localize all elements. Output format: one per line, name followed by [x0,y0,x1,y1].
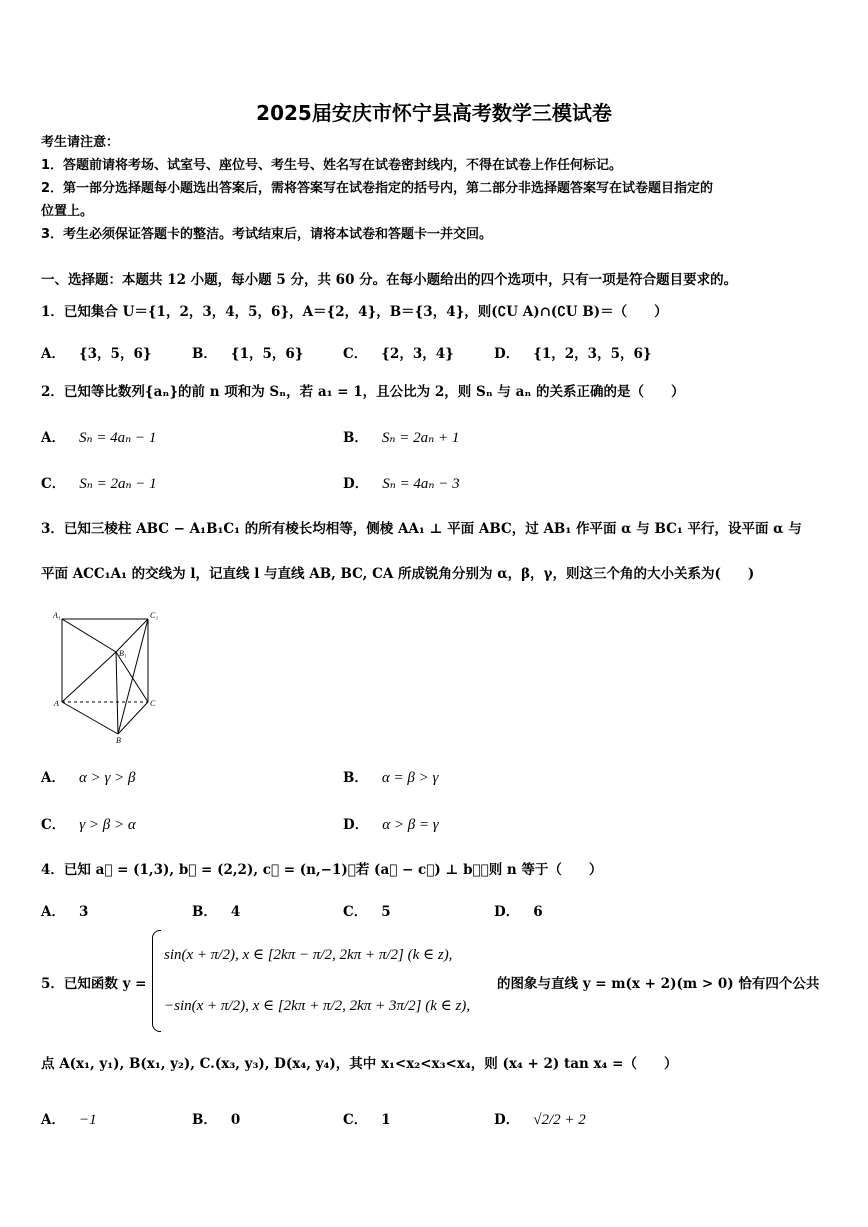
option-label: B． [343,430,368,446]
question-2-stem: 2．已知等比数列{aₙ}的前 n 项和为 Sₙ，若 a₁ = 1，且公比为 2，则 Sₙ 与 aₙ 的关系正确的是（ ） [41,384,685,400]
question-3-option-b [343,766,438,787]
notice-item: 位置上。 [41,204,94,219]
question-1-stem: 1．已知集合 U＝{1，2，3，4，5，6}，A＝{2，4}，B＝{3，4}，则(∁U A)∩(∁U B)＝（ ） [41,304,668,320]
question-5-stem-suffix: 的图象与直线 y = m(x + 2)(m > 0) 恰有四个公共 [497,976,820,992]
option-label: A． [41,346,65,362]
option-label: C． [343,346,368,362]
option-text: 1 [381,1112,391,1128]
question-5-stem-line2: 点 A(x₁, y₁), B(x₁, y₂), C.(x₃, y₃), D(x₄, y₄)，其中 x₁<x₂<x₃<x₄，则 (x₄ + 2) tan x₄ =（ ） [41,1056,678,1072]
question-4-stem: 4．已知 a⃗ = (1,3), b⃗ = (2,2), c⃗ = (n,−1)，若 (a⃗ − c⃗) ⊥ b⃗，则 n 等于（ ） [41,862,603,878]
option-text: 5 [381,904,391,920]
option-formula: α > β = γ [382,817,439,833]
option-formula: α = β > γ [381,770,439,786]
question-1-option-a [41,342,152,362]
option-label: D． [494,346,520,362]
piecewise-brace [152,930,161,1032]
option-label: D． [343,476,369,492]
option-label: B． [343,770,368,786]
option-label: A． [41,1112,65,1128]
option-formula: Sₙ = 2aₙ − 1 [79,476,157,492]
option-label: A． [41,770,65,786]
piecewise-case-1: sin(x + π/2), x ∈ [2kπ − π/2, 2kπ + π/2] (k ∈ z), [164,947,453,963]
question-3-stem-line2: 平面 ACC₁A₁ 的交线为 l，记直线 l 与直线 AB, BC, CA 所成锐角分别为 α，β，γ，则这三个角的大小关系为( ) [41,566,755,582]
option-formula: α > γ > β [78,770,136,786]
question-3-option-d [343,813,439,834]
question-1-option-d [494,342,652,362]
option-text: 4 [230,904,241,920]
option-text: 0 [230,1112,241,1128]
vertex-label-a1: A₁ [53,611,61,620]
prism-figure [50,604,165,744]
question-1-option-b [192,342,303,362]
question-4-option-a [41,900,88,920]
option-label: C． [343,904,368,920]
question-3-option-a [41,766,135,787]
option-text: {1，5，6} [230,346,304,362]
option-formula: Sₙ = 4aₙ − 1 [78,430,157,446]
option-formula: γ > β > α [79,817,136,833]
option-label: D． [343,817,369,833]
notice-item: 2．第一部分选择题每小题选出答案后，需将答案写在试卷指定的括号内，第二部分非选择题答案写在试卷题目指定的 [41,181,714,196]
option-formula: −1 [78,1112,97,1128]
option-label: B． [192,904,217,920]
vertex-label-b1: B₁ [119,649,127,658]
option-label: B． [192,346,217,362]
option-formula: √2/2 + 2 [533,1112,586,1128]
question-3-option-c [41,813,136,834]
notice-heading: 考生请注意： [41,135,120,150]
question-5-option-c [343,1108,391,1128]
question-2-option-c [41,472,157,493]
question-5-option-a [41,1108,97,1129]
question-3-stem-line1: 3．已知三棱柱 ABC − A₁B₁C₁ 的所有棱长均相等，侧棱 AA₁ ⊥ 平面 ABC，过 AB₁ 作平面 α 与 BC₁ 平行，设平面 α 与 [41,521,802,537]
option-text: 6 [533,904,543,920]
vertex-label-a: A [54,699,59,708]
option-label: D． [494,1112,520,1128]
question-4-option-b [192,900,240,920]
option-label: A． [41,430,65,446]
option-formula: Sₙ = 2aₙ + 1 [381,430,460,446]
page-title: 2025届安庆市怀宁县高考数学三模试卷 [256,101,612,125]
notice-item: 3．考生必须保证答题卡的整洁。考试结束后，请将本试卷和答题卡一并交回。 [41,227,493,242]
option-label: C． [41,817,66,833]
vertex-label-b: B [116,736,121,744]
option-label: B． [192,1112,217,1128]
question-2-option-d [343,472,460,493]
question-1-option-c [343,342,454,362]
question-4-option-d [494,900,543,920]
option-label: D． [494,904,520,920]
notice-item: 1．答题前请将考场、试室号、座位号、考生号、姓名写在试卷密封线内，不得在试卷上作任何标记。 [41,158,623,173]
question-5-option-d [494,1108,586,1129]
option-label: A． [41,904,65,920]
question-2-option-a [41,426,156,447]
question-4-option-c [343,900,391,920]
question-5-stem-prefix: 5．已知函数 y = [41,976,147,992]
option-text: {1，2，3，5，6} [533,346,652,362]
vertex-label-c1: C₁ [150,611,159,620]
question-2-option-b [343,426,459,447]
option-text: {3，5，6} [78,346,152,362]
piecewise-case-2: −sin(x + π/2), x ∈ [2kπ + π/2, 2kπ + 3π/2] (k ∈ z), [164,998,471,1014]
section-heading: 一、选择题：本题共 12 小题，每小题 5 分，共 60 分。在每小题给出的四个选项中，只有一项是符合题目要求的。 [41,272,738,288]
vertex-label-c: C [150,699,156,708]
option-text: {2，3，4} [381,346,454,362]
option-label: C． [343,1112,368,1128]
option-formula: Sₙ = 4aₙ − 3 [382,476,460,492]
question-5-option-b [192,1108,240,1128]
option-text: 3 [78,904,89,920]
option-label: C． [41,476,66,492]
